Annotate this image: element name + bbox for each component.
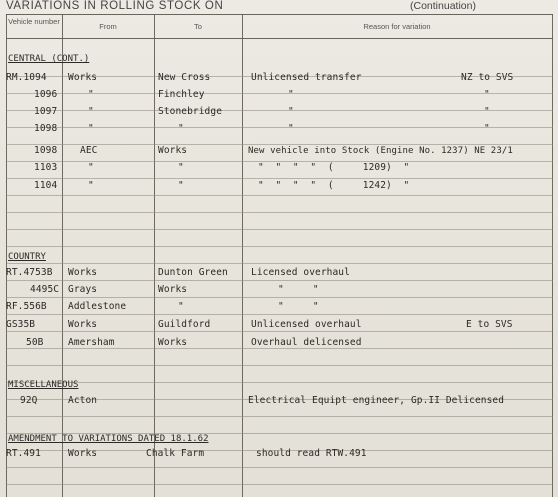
table-rule xyxy=(552,14,553,497)
from-cell: Works xyxy=(68,319,98,330)
section-amendment: AMENDMENT TO VARIATIONS DATED 18.1.62 xyxy=(8,434,209,444)
vehicle-cell: 1103 xyxy=(34,162,58,173)
section-miscellaneous: MISCELLANEOUS xyxy=(8,380,79,390)
header-vehicle-number: Vehicle number xyxy=(8,17,60,26)
from-cell: Addlestone xyxy=(68,301,127,312)
to-cell: Dunton Green xyxy=(158,267,228,278)
to-cell: Finchley xyxy=(158,89,205,100)
depot-cell: " xyxy=(484,123,490,134)
vehicle-cell: RM.1094 xyxy=(6,72,47,83)
to-cell: " xyxy=(178,180,184,191)
reason-cell: Overhaul delicensed xyxy=(251,337,362,348)
from-cell: " xyxy=(88,162,94,173)
vehicle-cell: 1098 xyxy=(34,123,58,134)
to-cell: Stonebridge xyxy=(158,106,223,117)
from-cell: Works xyxy=(68,267,98,278)
vehicle-cell: 92Q xyxy=(20,395,38,406)
depot-cell: E to SVS xyxy=(466,319,513,330)
document-title: VARIATIONS IN ROLLING STOCK ON xyxy=(6,0,224,12)
table-rule xyxy=(62,14,63,497)
to-cell: Works xyxy=(158,145,188,156)
vehicle-cell: 1096 xyxy=(34,89,58,100)
from-cell: Works xyxy=(68,448,98,459)
reason-cell: Unlicensed overhaul xyxy=(251,319,362,330)
from-cell: " xyxy=(88,89,94,100)
from-cell: Amersham xyxy=(68,337,115,348)
table-rule xyxy=(6,14,7,497)
vehicle-cell: 1104 xyxy=(34,180,58,191)
vehicle-cell: 4495C xyxy=(30,284,60,295)
to-cell: Guildford xyxy=(158,319,211,330)
table-rule xyxy=(242,14,243,497)
vehicle-cell: GS35B xyxy=(6,319,36,330)
from-cell: Acton xyxy=(68,395,98,406)
table-rule xyxy=(154,14,155,497)
table-rule xyxy=(6,38,553,39)
to-cell: New Cross xyxy=(158,72,211,83)
vehicle-cell: 1097 xyxy=(34,106,58,117)
table-rule xyxy=(6,14,553,15)
reason-cell: " xyxy=(288,106,294,117)
from-cell: " xyxy=(88,180,94,191)
reason-cell: New vehicle into Stock (Engine No. 1237) NE 23/1 xyxy=(248,146,513,156)
header-from: From xyxy=(99,22,117,31)
stock-variation-table xyxy=(6,14,553,497)
from-cell: " xyxy=(88,106,94,117)
vehicle-cell: RT.491 xyxy=(6,448,41,459)
to-cell: " xyxy=(178,162,184,173)
reason-cell: " xyxy=(288,123,294,134)
from-cell: Grays xyxy=(68,284,98,295)
vehicle-cell: RT.4753B xyxy=(6,267,53,278)
from-cell: " xyxy=(88,123,94,134)
vehicle-cell: 50B xyxy=(26,337,44,348)
header-reason: Reason for variation xyxy=(363,22,431,31)
reason-cell: " " " " ( 1209) " xyxy=(258,162,410,173)
reason-cell: Electrical Equipt engineer, Gp.II Delicensed xyxy=(248,395,505,406)
reason-cell: " xyxy=(288,89,294,100)
vehicle-cell: 1098 xyxy=(34,145,58,156)
reason-cell: " " " " ( 1242) " xyxy=(258,180,410,191)
reason-cell: Unlicensed transfer xyxy=(251,72,362,83)
reason-cell: " " xyxy=(278,284,319,295)
section-central: CENTRAL (CONT.) xyxy=(8,54,90,64)
depot-cell: NZ to SVS xyxy=(461,72,514,83)
from-cell: Works xyxy=(68,72,98,83)
from-cell: AEC xyxy=(80,145,98,156)
to-cell: Chalk Farm xyxy=(146,448,205,459)
depot-cell: " xyxy=(484,89,490,100)
header-to: To xyxy=(194,22,202,31)
reason-cell: Licensed overhaul xyxy=(251,267,350,278)
to-cell: Works xyxy=(158,284,188,295)
depot-cell: " xyxy=(484,106,490,117)
continuation-label: (Continuation) xyxy=(410,0,476,12)
to-cell: " xyxy=(178,123,184,134)
to-cell: Works xyxy=(158,337,188,348)
section-country: COUNTRY xyxy=(8,252,46,262)
vehicle-cell: RF.556B xyxy=(6,301,47,312)
to-cell: " xyxy=(178,301,184,312)
reason-cell: should read RTW.491 xyxy=(256,448,367,459)
reason-cell: " " xyxy=(278,301,319,312)
